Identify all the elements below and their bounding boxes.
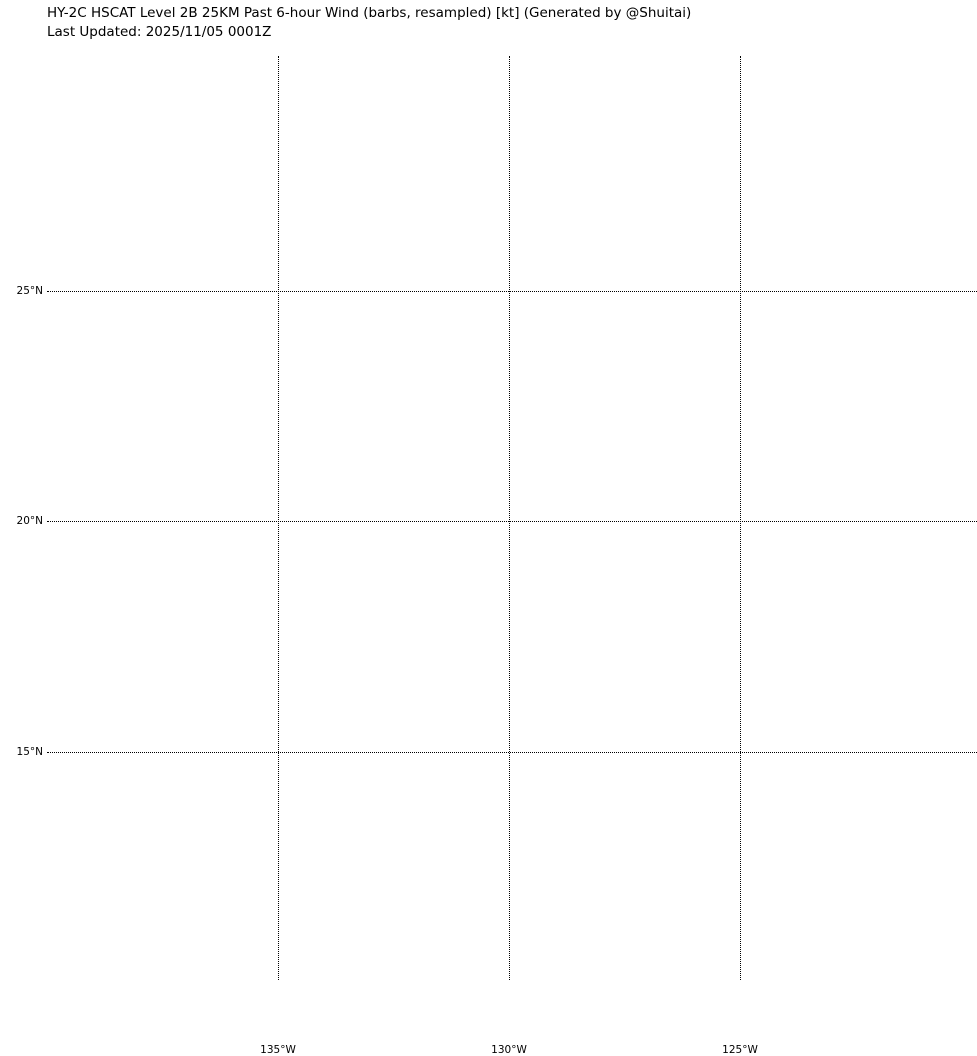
plot-area [16,56,977,1056]
ytick-label-25n: 25°N [16,285,43,297]
gridline-latitude-20n [47,521,977,522]
xtick-label-135w: 135°W [260,1044,296,1056]
gridline-latitude-25n [47,291,977,292]
chart-title-block [47,4,691,42]
gridline-longitude-130w [509,56,510,980]
ytick-label-20n: 20°N [16,515,43,527]
xtick-label-125w: 125°W [722,1044,758,1056]
gridline-longitude-125w [740,56,741,980]
gridline-latitude-15n [47,752,977,753]
chart-title: HY-2C HSCAT Level 2B 25KM Past 6-hour Wind (barbs, resampled) [kt] (Generated by @Shuitai) [47,5,692,21]
chart-subtitle: Last Updated: 2025/11/05 0001Z [47,24,272,40]
wind-barb-layer [47,56,977,980]
gridline-longitude-135w [278,56,279,980]
ytick-label-15n: 15°N [16,746,43,758]
xtick-label-130w: 130°W [491,1044,527,1056]
